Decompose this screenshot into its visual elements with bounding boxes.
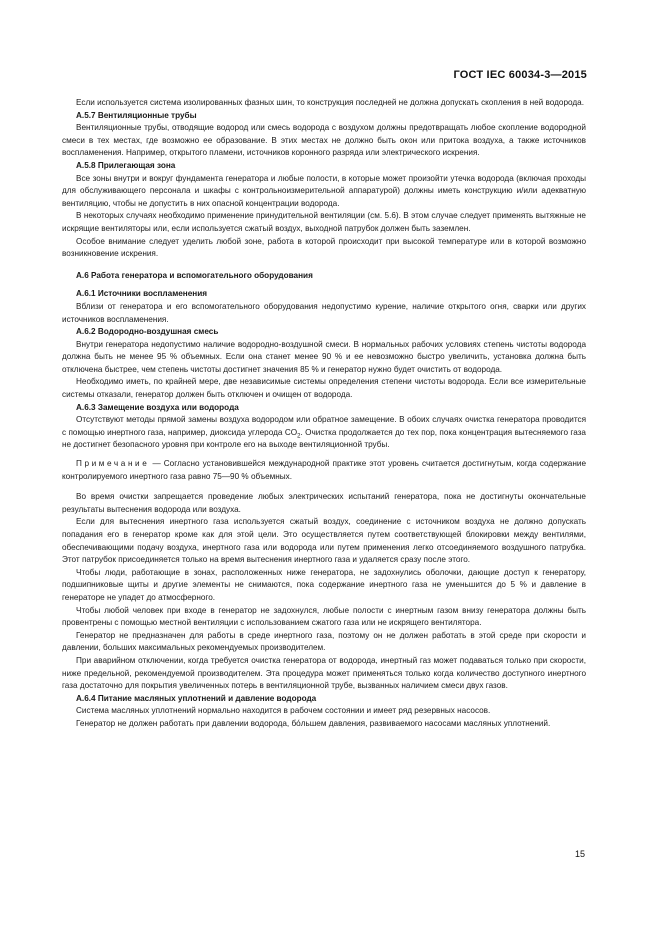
section-heading-a61: А.6.1 Источники воспламенения	[76, 289, 208, 299]
paragraph-a57: Вентиляционные трубы, отводящие водород или смесь водорода с воздухом должны предотвращать любое скопление водородной смеси в тех местах, где возможно ее образование. В этих местах не должно быть окон или притока воздуха, а также источников воспламенения. Например, открытого пламени, источников коронного разряда или электрического искрения.	[62, 123, 586, 158]
section-heading-a62: А.6.2 Водородно-воздушная смесь	[76, 327, 219, 337]
paragraph-a58-3: Особое внимание следует уделить любой зоне, работа в которой происходит при высокой температуре или в которой возможно возникновение искрения.	[62, 236, 586, 259]
paragraph-a64-2: Генератор не должен работать при давлении водорода, бо́льшем давления, развиваемого насосами масляных уплотнений.	[76, 718, 551, 728]
paragraph-a63-1	[62, 414, 586, 452]
paragraph-a63-1-pre: Отсутствуют методы прямой замены воздуха водородом или обратное замещение. В обоих случаях очистка генератора проводится с помощью инертного газа, например, диоксида углерода CO	[62, 415, 586, 437]
paragraph-a64-1: Система масляных уплотнений нормально находится в рабочем состоянии и имеет ряд резервных насосов.	[76, 706, 491, 716]
document-id: ГОСТ IEC 60034-3—2015	[453, 69, 587, 81]
page-number: 15	[574, 849, 585, 859]
section-heading-a57: А.5.7 Вентиляционные трубы	[76, 110, 197, 120]
paragraph-a63-7: При аварийном отключении, когда требуется очистка генератора от водорода, инертный газ может подаваться только при скорости, ниже предельной, рекомендуемой производителем. Эта процедура может применяться только когда количество доступного инертного газа достаточно для покрытия увеличенных потерь в вентиляционной трубе, вызванных наличием смеси двух газов.	[62, 655, 586, 691]
paragraph-a62-2: Необходимо иметь, по крайней мере, две независимые системы определения степени чистоты водорода. Если все измерительные системы отказали, генератор должен быть отключен и очищен от водорода.	[62, 377, 586, 400]
note-text: — Согласно установившейся международной практике этот уровень считается достигнутым, когда содержание контролируемого инертного газа равно 75—90 % объемных.	[62, 459, 586, 481]
section-heading-a6: А.6 Работа генератора и вспомогательного оборудования	[76, 270, 313, 280]
paragraph-a63-4: Чтобы люди, работающие в зонах, расположенных ниже генератора, не задохнулись оболочки, дающие доступ к генератору, подшипниковые щиты и другие элементы не снимаются, пока содержание инертного газа не уменьшится до 5 % и давление в генераторе не упадет до атмосферного.	[62, 567, 586, 602]
paragraph-a58-1: Все зоны внутри и вокруг фундамента генератора и любые полости, в которые может произойти утечка водорода (включая проходы для обслуживающего персонала и шкафы с контрольноизмерительной аппаратурой) должны иметь конструкцию и/или адекватную вентиляцию, чтобы не допустить в них опасной концентрации водорода.	[62, 173, 586, 208]
paragraph-a62-1: Внутри генератора недопустимо наличие водородно-воздушной смеси. В нормальных рабочих условиях степень чистоты водорода должна быть не менее 95 % объемных. Если она станет менее 90 % и ее невозможно быстро увеличить, установка должна быть отключена быстрее, чем степень чистоты достигнет значения 85 % и генератор нужно будет очистить от водорода.	[62, 339, 586, 374]
paragraph-a58-2: В некоторых случаях необходимо применение принудительной вентиляции (см. 5.6). В этом случае следует применять вытяжные не искрящие вентиляторы или, если используется сжатый воздух, выходной патрубок должен быть заземлен.	[62, 211, 586, 233]
note	[62, 458, 586, 483]
page-content	[62, 97, 586, 731]
paragraph-intro: Если используется система изолированных фазных шин, то конструкция последней не должна допускать скопления в ней водорода.	[76, 98, 584, 107]
section-heading-a58: А.5.8 Прилегающая зона	[76, 160, 176, 170]
paragraph-a63-3: Если для вытеснения инертного газа используется сжатый воздух, соединение с источником воздуха не должно допускать попадания его в генератор кроме как для этой цели. Это осуществляется путем соответствующей блокировки между вентилями, обеспечивающими подачу воздуха, инертного газа или водорода или путем применения легко отсоединяемого воздушного патрубка. Этот патрубок присоединяется только на время вытеснения инертного газа и удаляется сразу после этого.	[62, 517, 586, 565]
paragraph-a61: Вблизи от генератора и его вспомогательного оборудования недопустимо курение, наличие открытого огня, сварки или других источников воспламенения.	[62, 301, 586, 324]
section-heading-a63: А.6.3 Замещение воздуха или водорода	[76, 402, 239, 412]
section-heading-a64: А.6.4 Питание масляных уплотнений и давление водорода	[76, 693, 317, 703]
paragraph-a63-1-post: . Очистка продолжается до тех пор, пока концентрация вытесняемого газа не достигнет безопасного уровня при контроле его на выходе вентиляционной трубы.	[62, 427, 586, 450]
co2-subscript: 2	[297, 433, 301, 440]
paragraph-a63-2: Во время очистки запрещается проведение любых электрических испытаний генератора, пока не достигнуты окончательные результаты вытеснения водорода или воздуха.	[62, 492, 586, 514]
note-label: Примечание	[76, 459, 150, 469]
paragraph-a63-6: Генератор не предназначен для работы в среде инертного газа, поэтому он не должен работать в этой среде при скорости и давлении, больших максимальных рекомендуемых производителем.	[62, 630, 586, 653]
paragraph-a63-5: Чтобы любой человек при входе в генератор не задохнулся, любые полости с инертным газом внизу генератора должны быть провентрены с помощью местной вентиляции с использованием сжатого газа или не искрящего вентилятора.	[62, 605, 586, 628]
